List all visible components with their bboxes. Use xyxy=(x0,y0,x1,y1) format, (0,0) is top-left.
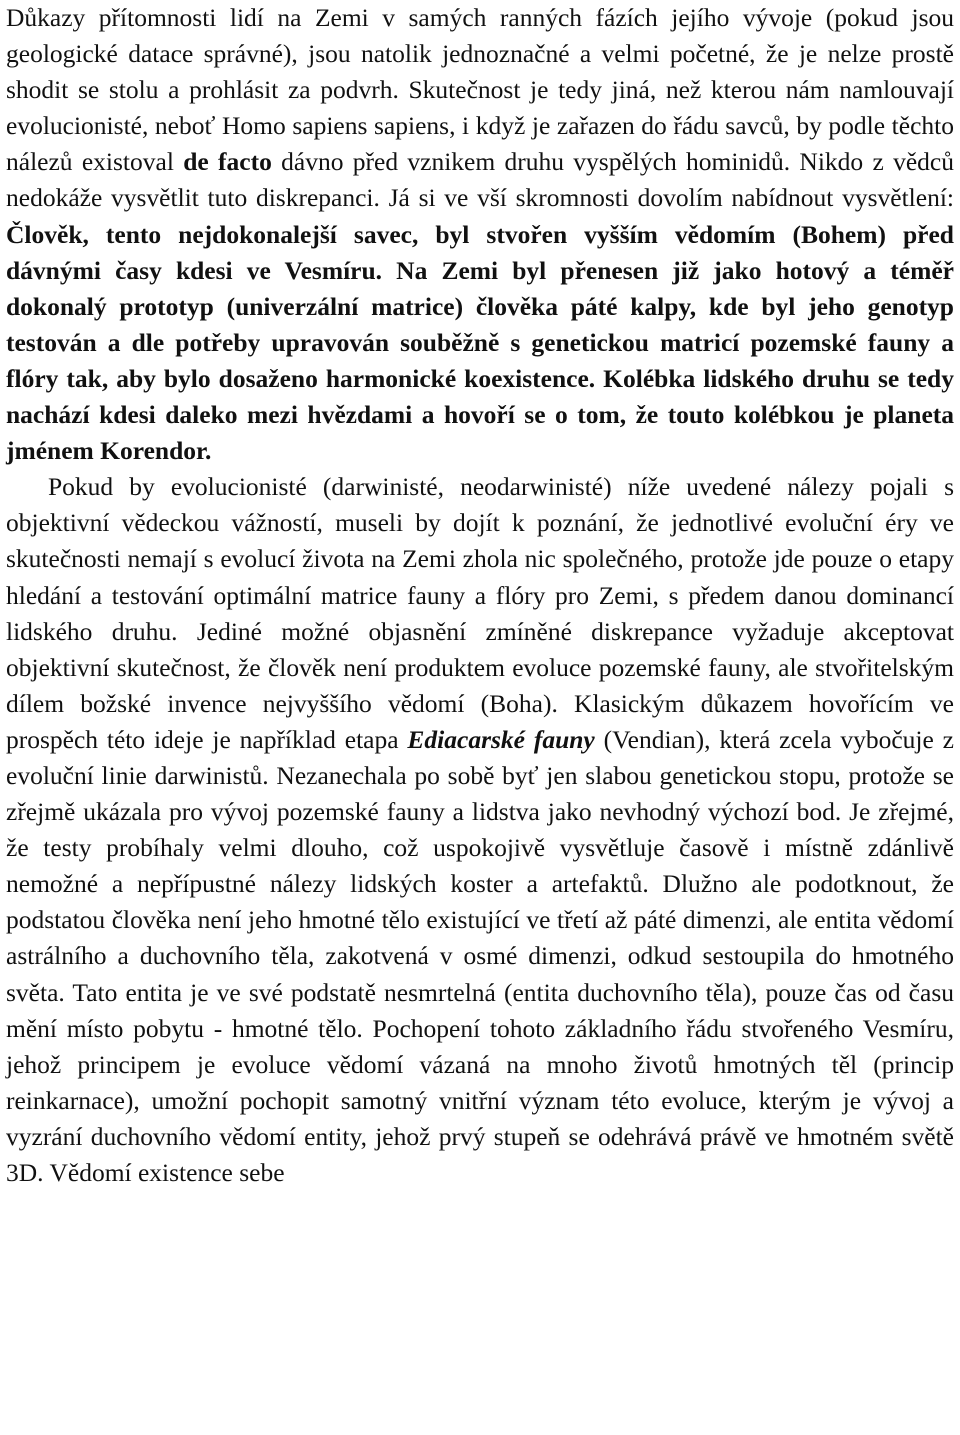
paragraph-2 xyxy=(6,469,954,1191)
paragraph-1 xyxy=(6,0,954,469)
paragraph-2-text-a: Pokud by evolucionisté (darwinisté, neodarwinisté) níže uvedené nálezy pojali s objektivní vědeckou vážností, museli by dojít k poznání, že jednotlivé evoluční éry ve skutečnosti nemají s evolucí života na Zemi zhola nic společného, protože jde pouze o etapy hledání a testování optimální matrice fauny a flóry pro Zemi, s předem danou dominancí lidského druhu. Jediné možné objasnění zmíněné diskrepance vyžaduje akceptovat objektivní skutečnost, že člověk není produktem evoluce pozemské fauny, ale stvořitelským dílem božské invence nejvyššího vědomí (Boha). Klasickým důkazem hovořícím ve prospěch této ideje je například etapa xyxy=(6,472,954,754)
paragraph-2-text-c: (Vendian), která zcela vybočuje z evoluční linie darwinistů. Nezanechala po sobě byť jen slabou genetickou stopu, protože se zřejmě ukázala pro vývoj pozemské fauny a lidstva jako nevhodný výchozí bod. Je zřejmé, že testy probíhaly velmi dlouho, což uspokojivě vysvětluje časově i místně zdánlivě nemožné a nepřípustné nálezy lidských koster a artefaktů. Dlužno ale podotknout, že podstatou člověka není jeho hmotné tělo existující ve třetí až páté dimenzi, ale entita vědomí astrálního a duchovního těla, zakotvená v osmé dimenzi, odkud sestoupila do hmotného světa. Tato entita je ve své podstatě nesmrtelná (entita duchovního těla), pouze čas od času mění místo pobytu - hmotné tělo. Pochopení tohoto základního řádu stvořeného Vesmíru, jehož principem je evoluce vědomí vázaná na mnoho životů hmotných těl (princip reinkarnace), umožní pochopit samotný vnitřní význam této evoluce, kterým je vývoj a vyzrání duchovního vědomí entity, jehož prvý stupeň se odehrává právě ve hmotném světě 3D. Vědomí existence sebe xyxy=(6,724,954,1187)
paragraph-1-de-facto: de facto xyxy=(183,147,272,177)
paragraph-1-text-a: Důkazy přítomnosti lidí na Zemi v samých ranných fázích jejího vývoje (pokud jsou geologické datace správné), jsou natolik jednoznačné a velmi početné, že je nelze prostě shodit se stolu a prohlásit za podvrh. Skutečnost je tedy jiná, než kterou nám namlouvají evolucionisté, neboť Homo sapiens sapiens, i když je zařazen do řádu savců, by podle těchto nálezů existoval xyxy=(6,3,954,177)
paragraph-2-ediacarska-fauna: Ediacarské fauny xyxy=(407,724,595,754)
paragraph-1-bold-statement: Člověk, tento nejdokonalejší savec, byl stvořen vyšším vědomím (Bohem) před dávnými časy kdesi ve Vesmíru. Na Zemi byl přenesen již jako hotový a téměř dokonalý prototyp (univerzální matrice) člověka páté kalpy, kde byl jeho genotyp testován a dle potřeby upravován souběžně s genetickou matricí pozemské fauny a flóry tak, aby bylo dosaženo harmonické koexistence. Kolébka lidského druhu se tedy nachází kdesi daleko mezi hvězdami a hovoří se o tom, že touto kolébkou je planeta jménem Korendor. xyxy=(6,219,954,466)
paragraph-1-text-c: dávno před vznikem druhu vyspělých hominidů. Nikdo z vědců nedokáže vysvětlit tuto diskrepanci. Já si ve vší skromnosti dovolím nabídnout vysvětlení: xyxy=(6,147,955,213)
